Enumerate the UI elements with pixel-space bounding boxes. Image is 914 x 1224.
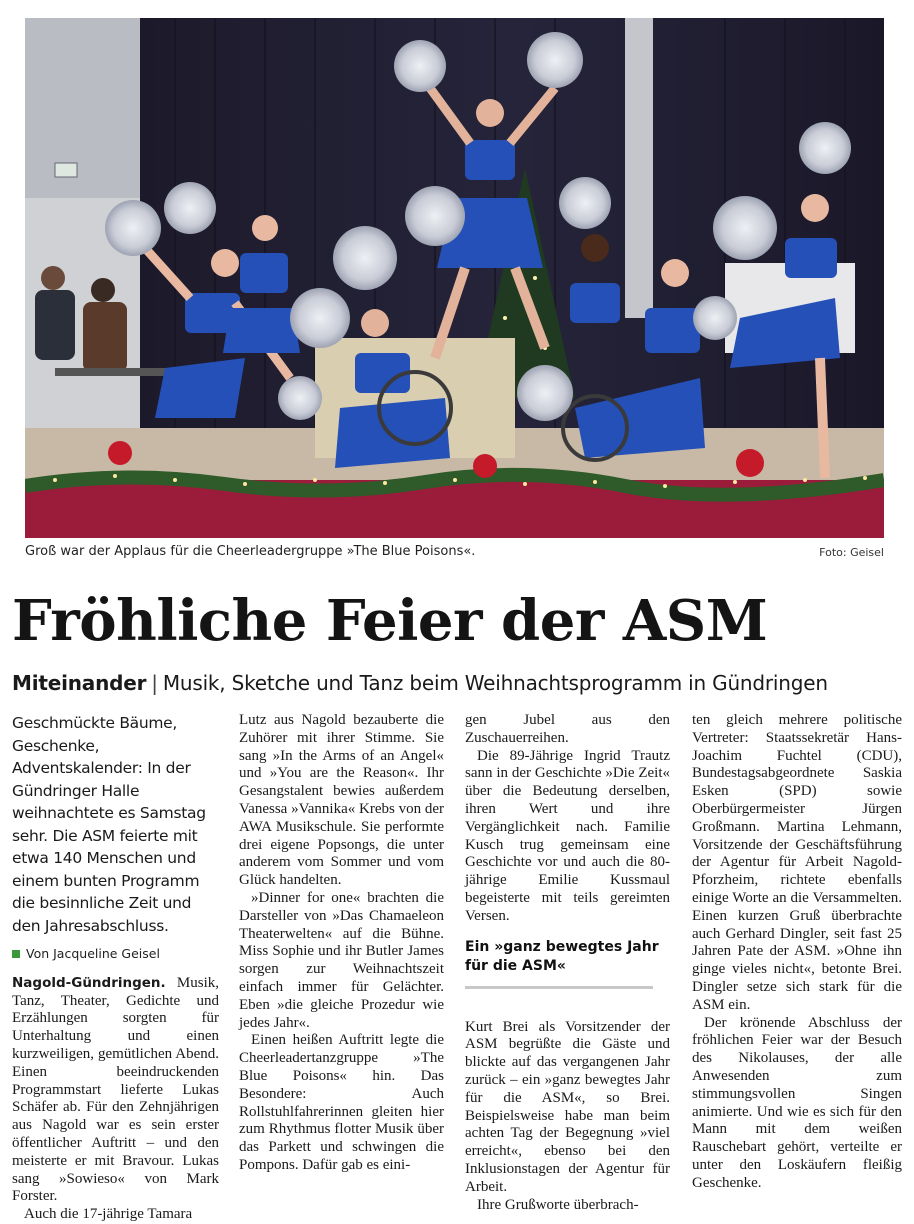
article-photo [25, 18, 884, 538]
article-column-3 [465, 712, 670, 1214]
subhead-divider [465, 986, 653, 989]
article-paragraph: Einen heißen Auftritt legte die Cheerleadertanzgruppe »The Blue Poisons« hin. Das Besondere: Auch Rollstuhlfahrerinnen gleiten hier zum Rhythmus flotter Musik über das Parkett und schwingen die Pompons. Dafür gab es eini- [239, 1032, 444, 1173]
article-paragraph: Ihre Grußworte überbrach- [477, 1196, 639, 1213]
paragraph-text: Musik, Tanz, Theater, Gedichte und Erzählungen sorgten für Unterhaltung und einen kurzweiligen, gemütlichen Abend. Einen beeindruckenden Programmstart lieferte Lukas Schäfer ab. Für den Zehnjährigen aus Nagold war es sein erster öffentlicher Auftritt – und den meisterte er mit Bravour. Lukas sang »Sowieso« von Mark Forster. [12, 974, 219, 1205]
caption-text: Groß war der Applaus für die Cheerleadergruppe »The Blue Poisons«. [25, 544, 476, 559]
author-name: Von Jacqueline Geisel [26, 946, 160, 961]
subline-text: Musik, Sketche und Tanz beim Weihnachtsprogramm in Gündringen [162, 671, 828, 695]
article-paragraph: Lutz aus Nagold bezauberte die Zuhörer mit ihrer Stimme. Sie sang »In the Arms of an Angel« und »You are the Reason«. Ihr Gesangstalent bewies außerdem Vanessa »Vannika« Krebs von der AWA Musikschule. Sie performte drei eigene Popsongs, die unter anderem vom Sommer und vom Glück handelten. [239, 712, 444, 889]
headline: Fröhliche Feier der ASM [12, 588, 768, 654]
photo-caption [25, 542, 884, 562]
article-paragraph: »Dinner for one« brachten die Darsteller von »Das Chamaeleon Theaterwelten« auf die Bühne. Miss Sophie und ihr Butler James sorgen zur Weihnachtszeit einfach immer für Gelächter. Eben »die gleiche Prozedur wie jedes Jahr«. [239, 889, 444, 1031]
article-column-1 [12, 712, 219, 1224]
article-paragraph: gen Jubel aus den Zuschauerreihen. [465, 712, 670, 746]
article-paragraph: ten gleich mehrere politische Vertreter: Staatssekretär Hans-Joachim Fuchtel (CDU), Bundestagsabgeordnete Saskia Esken (SPD) sowie Oberbürgermeister Jürgen Großmann. Martina Lehmann, Vorsitzende der Geschäftsführung der Agentur für Arbeit Nagold-Pforzheim, richtete ebenfalls einige Worte an die Versammelten. Einen kurzen Gruß überbrachte auch Gerhard Dingler, seit fast 25 Jahren Pate der ASM. »Ohne ihn ginge vieles nicht«, betonte Brei. Dingler setze sich stark für die ASM ein. [692, 712, 902, 1013]
article-paragraph: Kurt Brei als Vorsitzender der ASM begrüßte die Gäste und blickte auf das vergangenen Jahr zurück – ein »ganz bewegtes Jahr für die ASM«, so Brei. Beispielsweise habe man beim achten Tag der Begegnung »viel erreicht«, ebenso bei den Inklusionstagen der Agentur für Arbeit. [465, 1018, 670, 1195]
article-paragraph: Die 89-Jährige Ingrid Trautz sann in der Geschichte »Die Zeit« über die Bedeutung derselben, ihren Wert und ihre Vergänglichkeit nach. Familie Kusch trug gemeinsam eine Geschichte vor und auch die 80-jährige Emilie Kussmaul begeisterte mit teils gereimten Versen. [465, 747, 670, 924]
subline-separator: | [151, 671, 158, 695]
article-lead: Geschmückte Bäume, Geschenke, Adventskalender: In der Gündringer Halle weihnachtete es Samstag sehr. Die ASM feierte mit etwa 140 Menschen und einem bunten Programm die besinnliche Zeit und den Jahresabschluss. [12, 714, 206, 935]
photo-credit: Foto: Geisel [819, 546, 884, 559]
subline-kicker: Miteinander [12, 671, 147, 695]
article-paragraph: Der krönende Abschluss der fröhlichen Feier war der Besuch des Nikolauses, der alle Anwesenden zum stimmungsvollen Singen animierte. Und wie es sich für den Mann mit dem weißen Rauschebart gehört, verteilte er unter den Loskäufern fleißig Geschenke. [692, 1014, 902, 1191]
author-byline [12, 945, 219, 963]
square-bullet-icon [12, 950, 20, 958]
cheerleader-photo-icon [25, 18, 884, 538]
dateline: Nagold-Gündringen. [12, 974, 166, 991]
article-column-2 [239, 712, 444, 1175]
article-subhead: Ein »ganz bewegtes Jahr für die ASM« [465, 938, 659, 974]
article-paragraph: Auch die 17-jährige Tamara [24, 1206, 193, 1223]
article-column-4 [692, 712, 902, 1193]
article-body [12, 712, 902, 1223]
subline [12, 671, 902, 695]
article-paragraph [12, 975, 219, 1206]
